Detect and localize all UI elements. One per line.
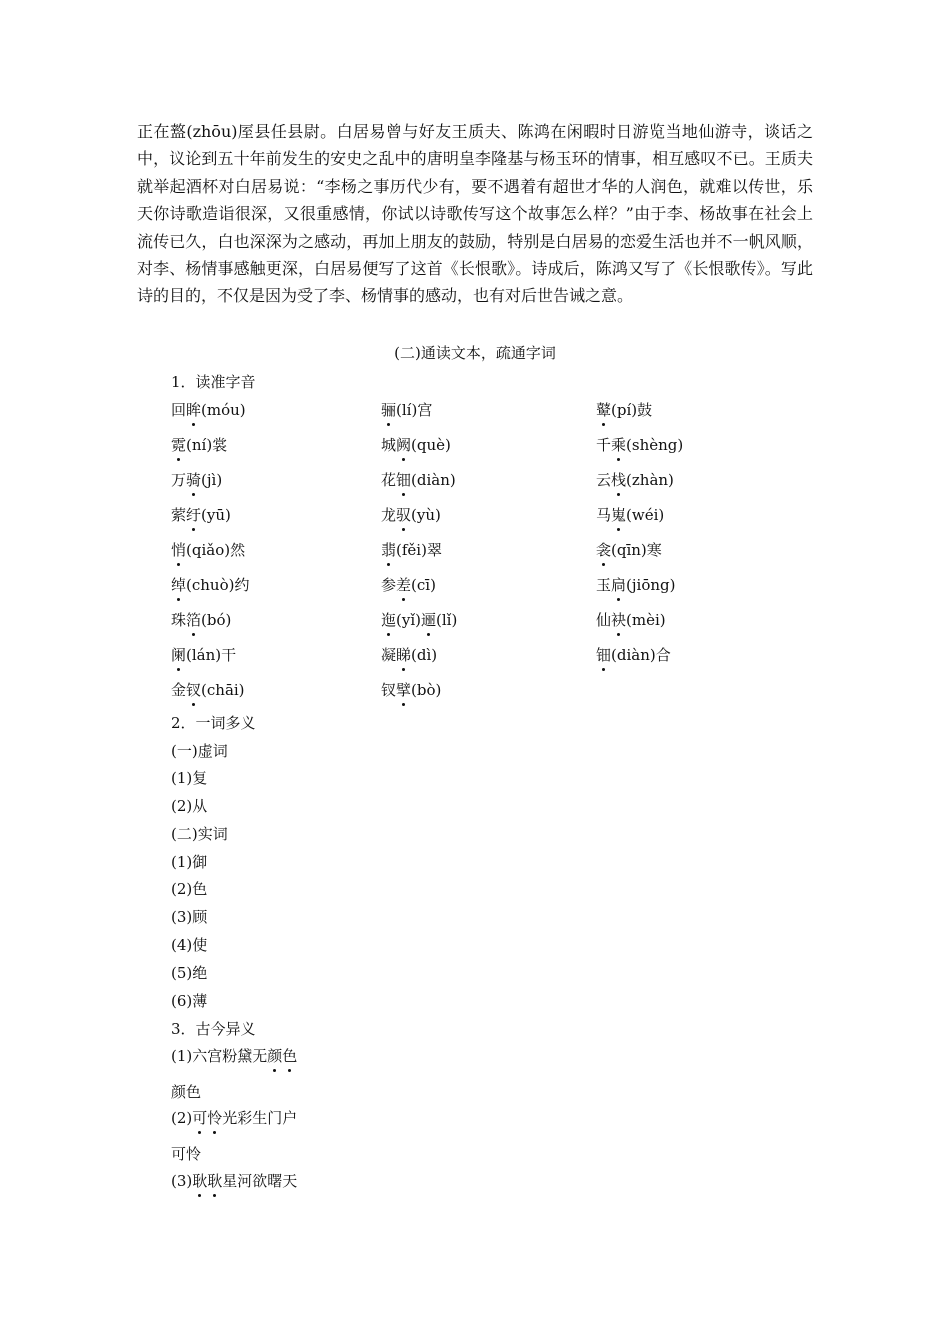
emphasis-char: 睇 [396, 646, 412, 664]
pronunciation-item [596, 469, 674, 491]
emphasis-char: 翡 [381, 541, 397, 559]
word-part: 万 [171, 471, 187, 489]
pronunciation-item [381, 504, 441, 526]
word-part: 云 [596, 471, 612, 489]
pronunciation-item [381, 609, 457, 631]
word-part: 玉 [596, 576, 612, 594]
emphasis-char: 绰 [171, 576, 187, 594]
pinyin: (què) [411, 436, 451, 454]
pronunciation-item [381, 644, 437, 666]
pinyin: (lí)宫 [396, 401, 433, 419]
emphasis-char: 衾 [596, 541, 612, 559]
ancient-modern-heading: 3．古今异义 [171, 1020, 256, 1038]
emphasis-char: 色 [282, 1047, 298, 1065]
word-part: 珠 [171, 611, 187, 629]
emphasis-char: 悄 [171, 541, 187, 559]
polysemy-item: (2)色 [171, 880, 208, 898]
pronunciation-item [171, 504, 231, 526]
emphasis-char: 鼙 [596, 401, 612, 419]
pinyin: (shèng) [626, 436, 684, 454]
emphasis-char: 颜 [267, 1047, 283, 1065]
pinyin: (bó) [201, 611, 232, 629]
word-part: 参 [381, 576, 397, 594]
emphasis-char: 钗 [186, 681, 202, 699]
emphasis-char: 迤 [381, 611, 397, 629]
polysemy-item: (一)虚词 [171, 742, 228, 760]
intro-paragraph [137, 118, 813, 310]
pronunciation-heading: 1．读准字音 [171, 373, 256, 391]
emphasis-char: 驭 [396, 506, 412, 524]
pronunciation-item [596, 539, 662, 561]
pinyin: (zhàn) [626, 471, 674, 489]
emphasis-char: 阑 [171, 646, 187, 664]
emphasis-char: 擘 [396, 681, 412, 699]
pronunciation-item [381, 434, 451, 456]
pinyin: (yù) [411, 506, 441, 524]
word-part: 花 [381, 471, 397, 489]
emphasis-char: 耿 [207, 1172, 223, 1190]
pinyin: (ní)裳 [186, 436, 228, 454]
polysemy-item: (二)实词 [171, 825, 228, 843]
pinyin: (wéi) [626, 506, 665, 524]
pronunciation-item [171, 574, 249, 596]
pinyin: (diàn)合 [611, 646, 671, 664]
ancient-modern-item: 可怜 [171, 1145, 202, 1163]
word-part: 仙 [596, 611, 612, 629]
polysemy-item: (5)绝 [171, 964, 208, 982]
word-part: 萦 [171, 506, 187, 524]
emphasis-char: 骑 [186, 471, 202, 489]
emphasis-char: 差 [396, 576, 412, 594]
polysemy-item: (3)顾 [171, 908, 208, 926]
ancient-modern-item: 颜色 [171, 1083, 202, 1101]
sentence-part: (2) [171, 1109, 193, 1127]
pronunciation-item [381, 679, 441, 701]
emphasis-char: 袂 [611, 611, 627, 629]
polysemy-item: (1)复 [171, 769, 208, 787]
emphasis-char: 耿 [192, 1172, 208, 1190]
ancient-modern-item [171, 1107, 297, 1129]
emphasis-char: 乘 [611, 436, 627, 454]
sentence-part: (1)六宫粉黛无 [171, 1047, 268, 1065]
pinyin: (mèi) [626, 611, 666, 629]
word-part: 金 [171, 681, 187, 699]
word-part: 城 [381, 436, 397, 454]
pronunciation-item [596, 504, 664, 526]
pronunciation-item [381, 539, 442, 561]
pronunciation-item [171, 469, 222, 491]
emphasis-char: 钿 [596, 646, 612, 664]
emphasis-char: 嵬 [611, 506, 627, 524]
sentence-part: 光彩生门户 [222, 1109, 298, 1127]
pronunciation-item [171, 434, 227, 456]
pinyin: (jì) [201, 471, 223, 489]
emphasis-char: 阙 [396, 436, 412, 454]
word-part: 回 [171, 401, 187, 419]
emphasis-char: 眸 [186, 401, 202, 419]
emphasis-char: 霓 [171, 436, 187, 454]
pronunciation-item [596, 609, 666, 631]
pronunciation-item [171, 539, 245, 561]
emphasis-char: 可 [192, 1109, 208, 1127]
pronunciation-item [171, 609, 231, 631]
pronunciation-item [596, 399, 652, 421]
polysemy-item: (2)从 [171, 797, 208, 815]
pinyin: (yǐ) [396, 611, 421, 629]
pinyin: (bò) [411, 681, 442, 699]
pinyin: (lǐ) [436, 611, 458, 629]
pinyin: (qīn)寒 [611, 541, 662, 559]
polysemy-item: (1)御 [171, 853, 208, 871]
polysemy-heading: 2．一词多义 [171, 714, 256, 732]
word-part: 凝 [381, 646, 397, 664]
pronunciation-item [381, 469, 456, 491]
pinyin: (lán)干 [186, 646, 237, 664]
emphasis-char: 钿 [396, 471, 412, 489]
pronunciation-item [596, 574, 675, 596]
pinyin: (qiǎo)然 [186, 541, 246, 559]
pinyin: (jiōng) [626, 576, 676, 594]
pinyin: (pí)鼓 [611, 401, 653, 419]
word-part: 马 [596, 506, 612, 524]
word-part: 龙 [381, 506, 397, 524]
emphasis-char: 纡 [186, 506, 202, 524]
polysemy-item: (6)薄 [171, 992, 208, 1010]
pinyin: (dì) [411, 646, 438, 664]
section-title: (二)通读文本，疏通字词 [394, 344, 556, 362]
intro-text: 正在盩(zhōu)厔县任县尉。白居易曾与好友王质夫、陈鸿在闲暇时日游览当地仙游寺，谈话之中，议论到五十年前发生的安史之乱中的唐明皇李隆基与杨玉环的情事，相互感叹不已。王质夫就举起酒杯对白居易说：“李杨之事历代少有，要不遇着有超世才华的人润色，就难以传世，乐天你诗歌造诣很深，又很重感情，你试以诗歌传写这个故事怎么样？”由于李、杨故事在社会上流传已久，白也深深为之感动，再加上朋友的鼓励，特别是白居易的恋爱生活也并不一帆风顺，对李、杨情事感触更深，白居易便写了这首《长恨歌》。诗成后，陈鸿又写了《长恨歌传》。写此诗的目的，不仅是因为受了李、杨情事的感动，也有对后世告诫之意。 [137, 122, 813, 306]
emphasis-char: 栈 [611, 471, 627, 489]
emphasis-char: 骊 [381, 401, 397, 419]
pronunciation-item [381, 574, 436, 596]
pinyin: (fěi)翠 [396, 541, 442, 559]
word-part: 钗 [381, 681, 397, 699]
sentence-part: (3) [171, 1172, 193, 1190]
pronunciation-item [171, 679, 245, 701]
emphasis-char: 怜 [207, 1109, 223, 1127]
pronunciation-item [381, 399, 432, 421]
word-part: 千 [596, 436, 612, 454]
pronunciation-item [171, 399, 246, 421]
pronunciation-item [596, 434, 683, 456]
pinyin: (cī) [411, 576, 436, 594]
pronunciation-item [171, 644, 236, 666]
sentence-part: 星河欲曙天 [222, 1172, 298, 1190]
emphasis-char: 逦 [421, 611, 437, 629]
polysemy-item: (4)使 [171, 936, 208, 954]
emphasis-char: 箔 [186, 611, 202, 629]
emphasis-char: 扃 [611, 576, 627, 594]
pinyin: (diàn) [411, 471, 456, 489]
ancient-modern-item [171, 1170, 297, 1192]
pinyin: (móu) [201, 401, 246, 419]
ancient-modern-item [171, 1045, 297, 1067]
pinyin: (chāi) [201, 681, 245, 699]
pronunciation-item [596, 644, 671, 666]
pinyin: (yū) [201, 506, 231, 524]
pinyin: (chuò)约 [186, 576, 250, 594]
